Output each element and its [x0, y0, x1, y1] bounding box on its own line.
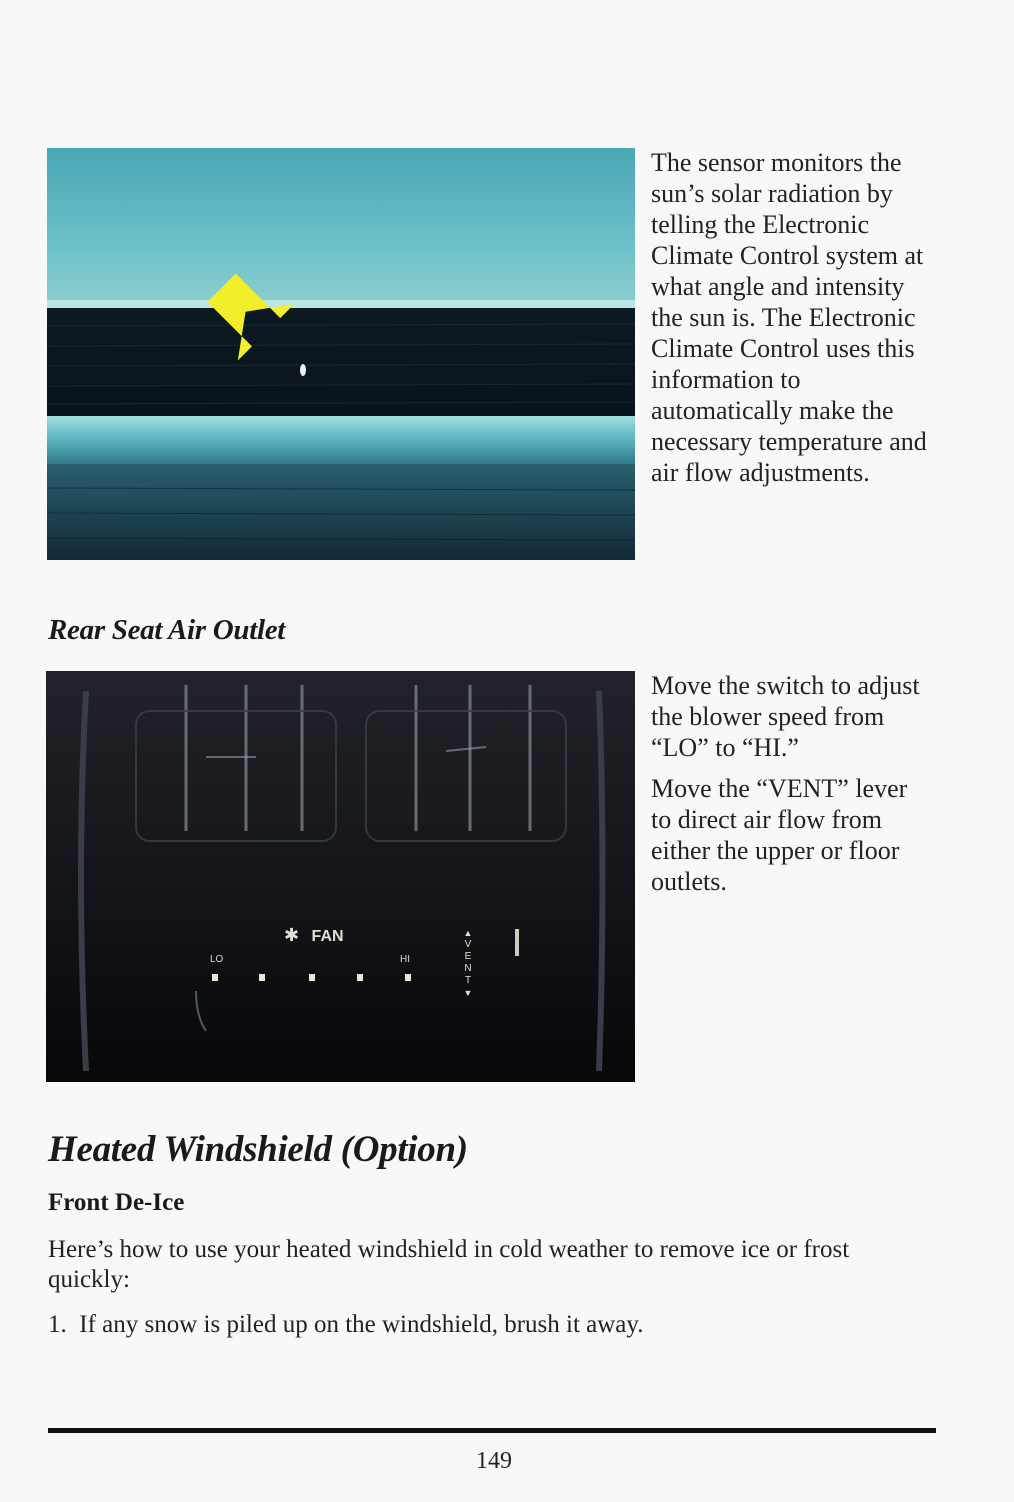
sun-sensor-photo [47, 148, 635, 560]
vent-lever[interactable] [460, 927, 476, 999]
hi-label: HI [400, 954, 410, 965]
vent-down-arrow-icon: ▼ [463, 988, 473, 998]
vent-letter-t: T [464, 975, 472, 986]
vent-letter-v: V [464, 939, 472, 950]
rear-outlet-photo [46, 671, 635, 1082]
rear-outlet-description [651, 670, 931, 903]
sensor-description [651, 147, 941, 494]
speed-led-2 [259, 974, 265, 981]
speed-led-4 [357, 974, 363, 981]
fan-label: FAN [311, 928, 344, 945]
sun-sensor-illustration [47, 148, 635, 560]
footer-rule [48, 1428, 936, 1433]
lo-label: LO [210, 954, 224, 965]
vent-paragraph: Move the “VENT” lever to direct air flow from either the upper or floor outlets. [651, 774, 908, 896]
fan-icon: ✱ [284, 925, 300, 945]
sensor-dot [300, 364, 306, 376]
heated-windshield-intro: Here’s how to use your heated windshield in cold weather to remove ice or frost quickly: [48, 1236, 850, 1293]
speed-led-1 [212, 974, 218, 981]
sensor-paragraph: The sensor monitors the sun’s solar radiation by telling the Electronic Climate Control system at what angle and intensity the sun is. The Electronic Climate Control uses this information to automatically make the necessary temperature and air flow adjustments. [651, 148, 927, 487]
vent-up-arrow-icon: ▲ [463, 928, 473, 938]
vent-grille-illustration [46, 671, 635, 1082]
blower-speed-switch[interactable] [212, 974, 412, 984]
front-de-ice-heading: Front De-Ice [48, 1189, 185, 1216]
vent-letter-n: N [464, 963, 472, 974]
rear-seat-air-outlet-heading: Rear Seat Air Outlet [48, 614, 286, 646]
speed-led-3 [309, 974, 315, 981]
page-number: 149 [476, 1448, 512, 1474]
step-1: 1. If any snow is piled up on the windshield, brush it away. [48, 1311, 644, 1338]
heated-windshield-title: Heated Windshield (Option) [48, 1129, 468, 1170]
blower-paragraph: Move the switch to adjust the blower speed from “LO” to “HI.” [651, 671, 920, 762]
speed-led-5 [405, 974, 411, 981]
fan-control [284, 925, 344, 946]
vent-letter-e: E [464, 951, 472, 962]
